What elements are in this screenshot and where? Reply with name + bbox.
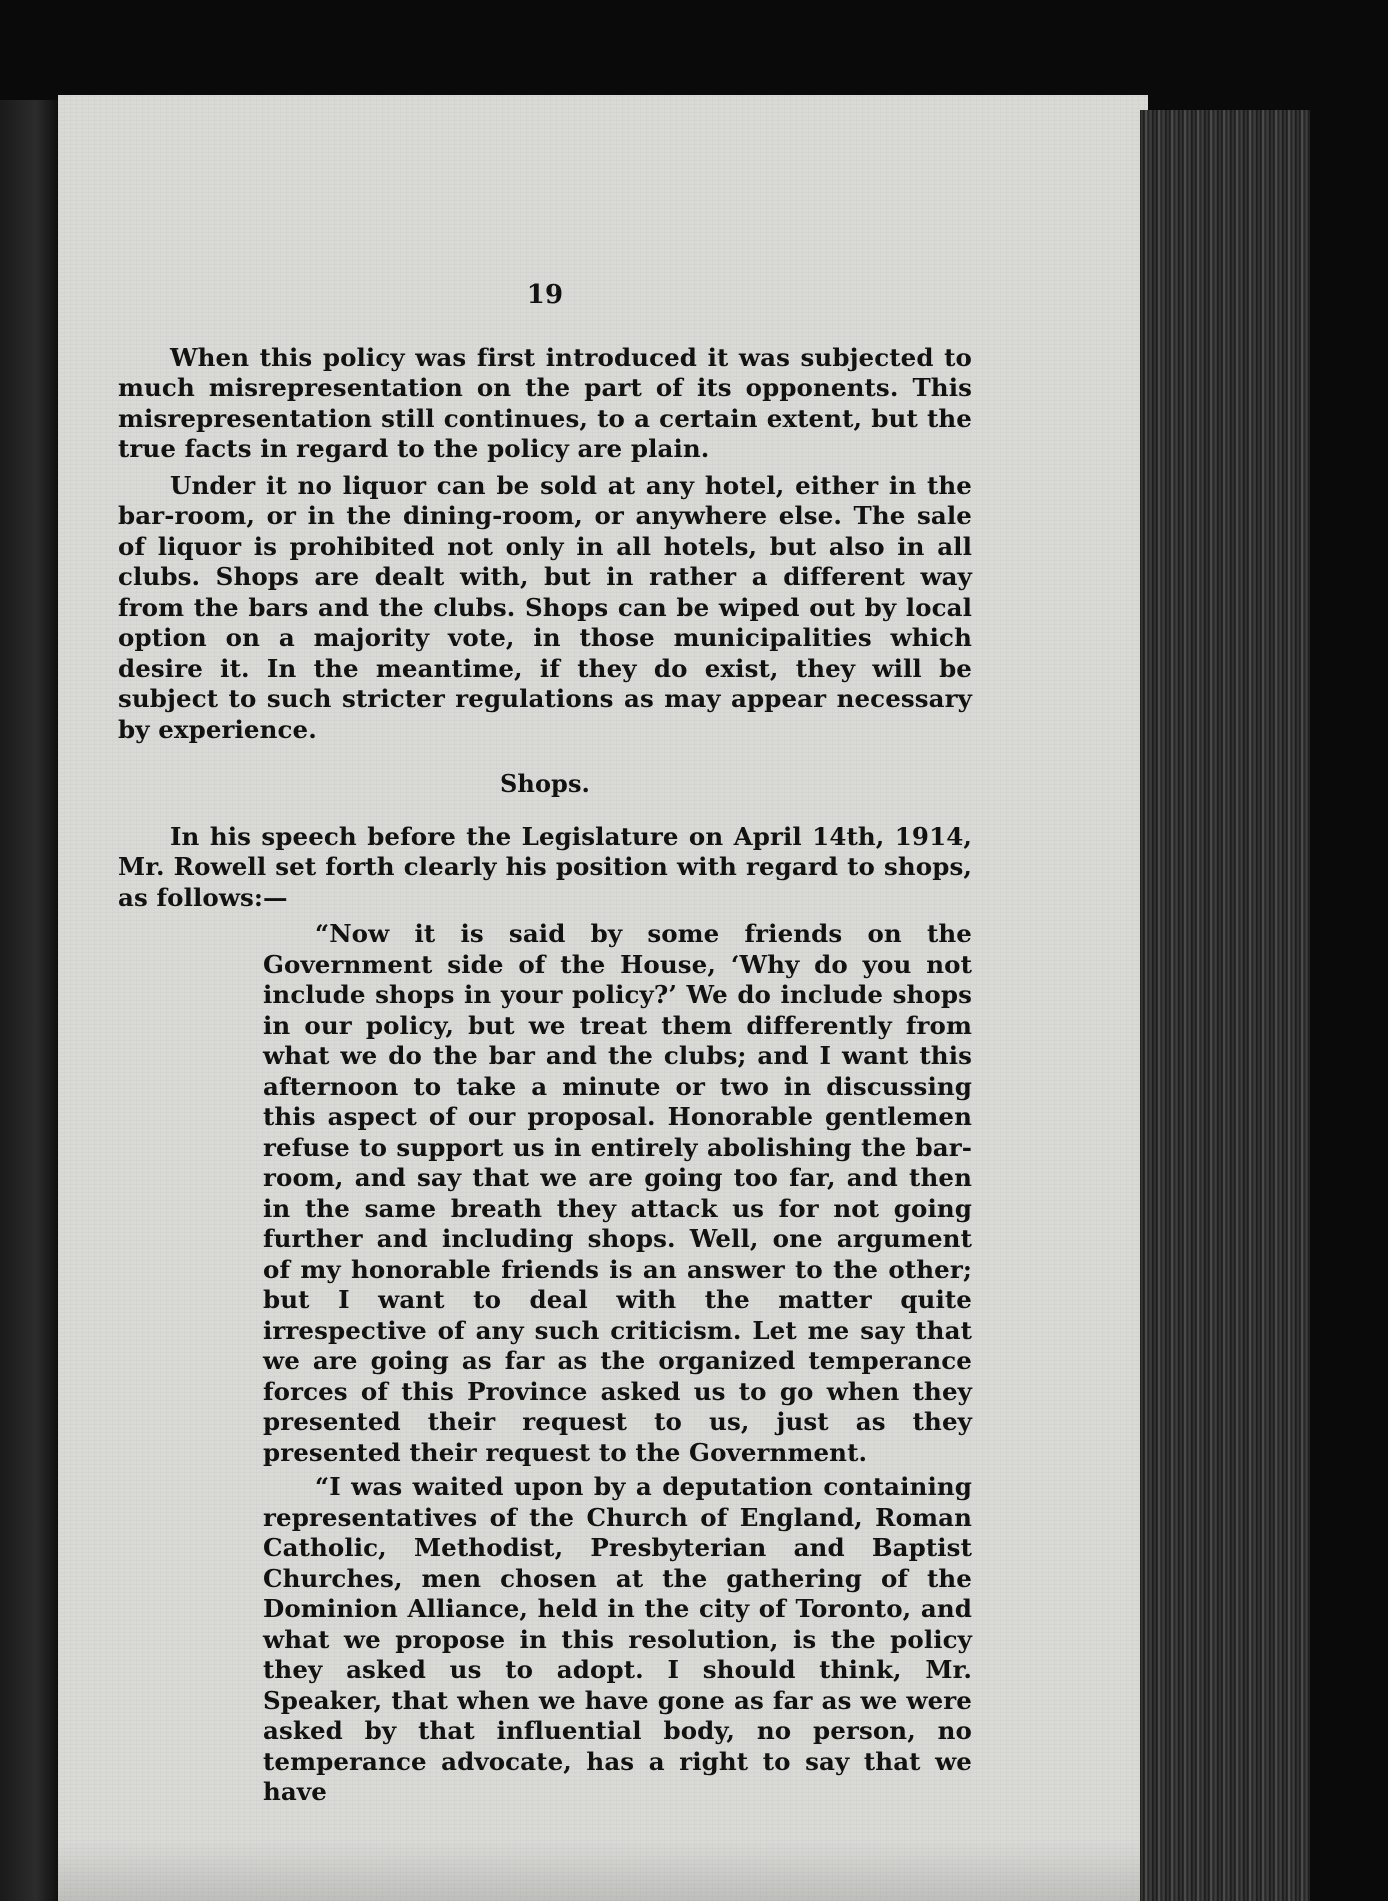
section-heading: Shops. (499, 769, 591, 798)
page-shadow (58, 1841, 1148, 1901)
paragraph: When this policy was first introduced it was subjected to much misrepresentation on the part of its opponents. This misrepresentation still continues, to a certain extent, but the true facts in regard to the policy are plain. (118, 342, 972, 463)
left-page-edge (0, 100, 60, 1901)
intro-paragraph: In his speech before the Legislature on April 14th, 1914, Mr. Rowell set forth clearly his position with regard to shops, as follows:— (118, 821, 972, 912)
page-text (118, 280, 972, 1812)
paragraph: Under it no liquor can be sold at any hotel, either in the bar-room, or in the dining-room, or anywhere else. The sale of liquor is prohibited not only in all hotels, but also in all clubs. Shops are dealt with, but in rather a different way from the bars and the clubs. Shops can be wiped out by local option on a majority vote, in those municipalities which desire it. In the meantime, if they do exist, they will be subject to such stricter regulations as may appear necessary by experience. (118, 470, 972, 744)
scan-border (1310, 110, 1388, 1901)
book-fore-edge (1140, 110, 1310, 1901)
block-quote: “I was waited upon by a deputation containing representatives of the Church of England, Roman Catholic, Methodist, Presbyterian and Baptist Churches, men chosen at the gathering of the Dominion Alliance, held in the city of Toronto, and what we propose in this resolution, is the policy they asked us to adopt. I should think, Mr. Speaker, that when we have gone as far as we were asked by that influential body, no person, no temperance advocate, has a right to say that we have (263, 1472, 972, 1806)
page-number: 19 (526, 280, 564, 310)
block-quote: “Now it is said by some friends on the Government side of the House, ‘Why do you not include shops in your policy?’ We do include shops in our policy, but we treat them differently from what we do the bar and the clubs; and I want this afternoon to take a minute or two in discussing this aspect of our proposal. Honorable gentlemen refuse to support us in entirely abolishing the bar-room, and say that we are going too far, and then in the same breath they attack us for not going further and including shops. Well, one argument of my honorable friends is an answer to the other; but I want to deal with the matter quite irrespective of any such criticism. Let me say that we are going as far as the organized temperance forces of this Province asked us to go when they presented their request to us, just as they presented their request to the Government. (263, 919, 972, 1467)
